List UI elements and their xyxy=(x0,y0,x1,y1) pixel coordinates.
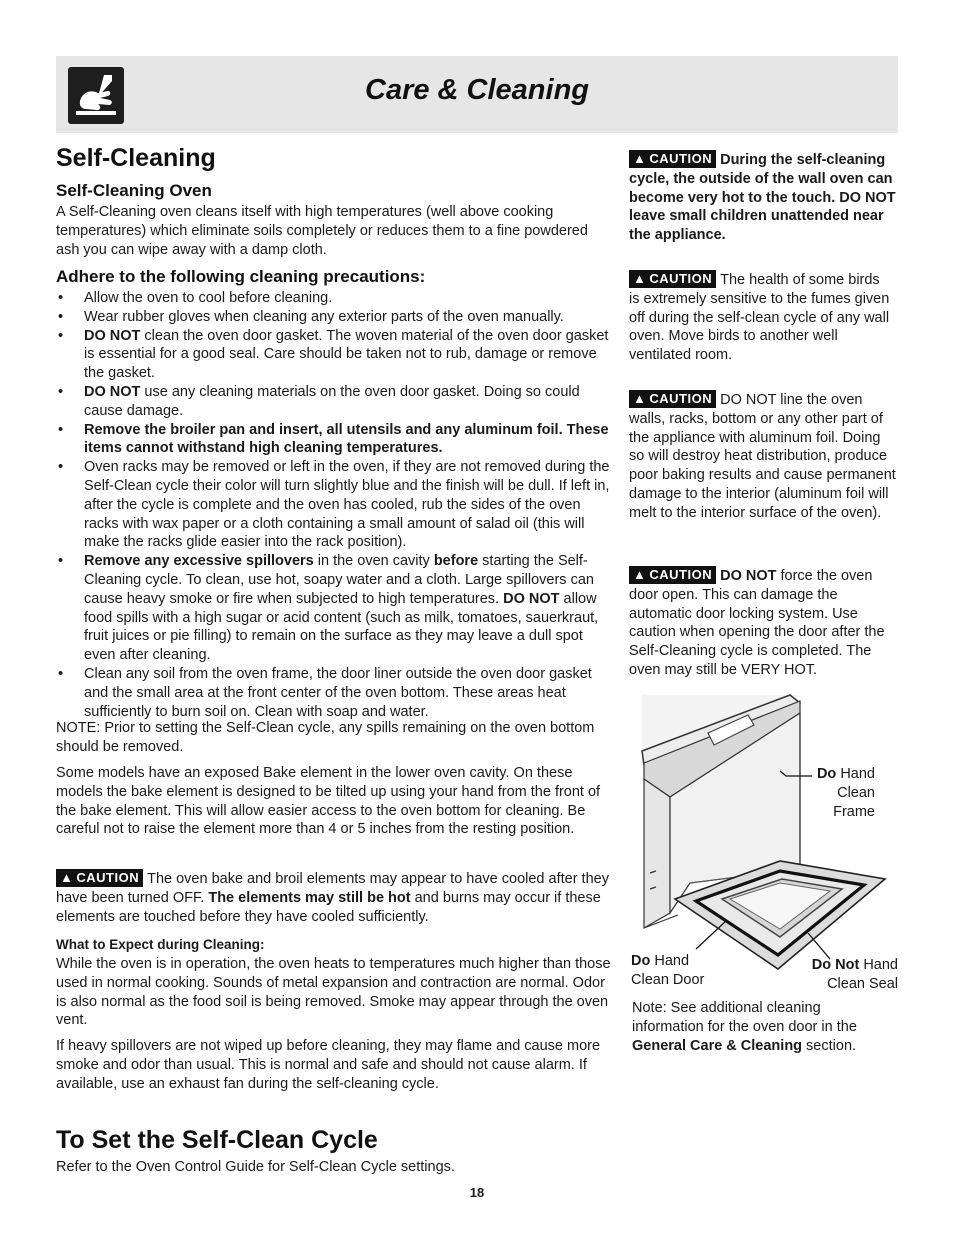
label-text: Clean Door xyxy=(631,971,705,988)
caution-bold: DO NOT xyxy=(720,568,777,584)
bullet-text: allow food spills with a high sugar or acid content (such as milk, tomatoes, sauerkraut, fruit juices or pie filling) to remain on the surface as they may leave a dull spot even after cleaning. xyxy=(84,590,599,664)
caution-elements-paragraph xyxy=(56,869,618,926)
bullet-bold: DO NOT xyxy=(84,327,141,344)
page-number: 18 xyxy=(469,1185,485,1200)
warning-triangle-icon: ▲ xyxy=(633,151,647,166)
bullet-text: Oven racks may be removed or left in the oven, if they are not removed during the Self-Clean cycle their color will turn slightly blue and the finish will be dull. If left in, after the cycle is complete and the oven has cooled, rub the sides of the oven racks with wax paper or a cloth containing a small amount of salad oil (this will make the racks glide easier into the rack position). xyxy=(84,459,610,551)
caution-badge xyxy=(629,390,716,408)
oven-illustration xyxy=(630,693,898,993)
label-text: Hand xyxy=(836,766,875,782)
section-title-set-cycle: To Set the Self-Clean Cycle xyxy=(56,1126,378,1154)
bullet-bold: DO NOT xyxy=(503,590,560,607)
bullet-bold: before xyxy=(433,553,479,570)
subheading-precautions: Adhere to the following cleaning precautions: xyxy=(56,267,426,286)
caution-text: DO NOT line the oven walls, racks, bottom or any other part of the appliance with aluminum foil. Doing so will destroy heat distribution, produce poor baking results and cause permanent damage to the interior (aluminum foil will melt to the interior surface of the oven). xyxy=(629,392,896,521)
caution-bold: The elements may still be hot xyxy=(208,889,411,906)
caution-label: CAUTION xyxy=(649,391,713,406)
header-title: Care & Cleaning xyxy=(365,74,589,106)
list-item xyxy=(56,665,616,721)
caution-aluminum-foil xyxy=(629,390,897,523)
warning-triangle-icon: ▲ xyxy=(633,567,647,582)
expect-paragraph-1: While the oven is in operation, the oven heats to temperatures much higher than those used in normal cooking. Sounds of metal expansion and contraction are normal. Odor is also normal as the food soil is being removed. Smoke may appear through the oven vent. xyxy=(56,956,611,1029)
label-clean-frame xyxy=(815,765,875,821)
caution-badge xyxy=(629,270,716,288)
list-item xyxy=(56,308,616,327)
caution-door-lock xyxy=(629,566,899,680)
expect-paragraph-2: If heavy spillovers are not wiped up before cleaning, they may flame and cause more smoke and odor than usual. This is normal and safe and should not cause alarm. If available, use an exhaust fan during the self-cleaning cycle. xyxy=(56,1038,601,1092)
bullet-text: use any cleaning materials on the oven door gasket. Doing so could cause damage. xyxy=(84,383,580,419)
note-bold: General Care & Cleaning xyxy=(632,1037,803,1054)
door-note xyxy=(632,999,890,1055)
subheading-what-to-expect: What to Expect during Cleaning: xyxy=(56,937,265,952)
label-bold: Do Not xyxy=(811,957,860,973)
caution-text: force the oven door open. This can damage the automatic door locking system. Use caution when opening the door after the Self-Cleaning cycle is completed. The oven may still be VERY HOT. xyxy=(629,568,885,678)
label-text: Hand xyxy=(650,953,690,969)
bullet-text: starting the Self-Cleaning cycle. To clean, use hot, soapy water and a cloth. Large spillovers can cause heavy smoke or fire when subjected to high temperatures. xyxy=(84,553,594,607)
label-bold: Do xyxy=(631,953,651,969)
caution-badge xyxy=(629,150,716,168)
header-band xyxy=(56,56,898,133)
caution-text: The oven bake and broil elements may appear to have cooled after they have been turned OFF. xyxy=(56,871,609,906)
precautions-list xyxy=(56,289,616,721)
bake-element-paragraph: Some models have an exposed Bake element in the lower oven cavity. On these models the bake element is designed to be tilted up using your hand from the front of the bake element. This will allow easier access to the oven bottom for cleaning. Be careful not to raise the element more than 4 or 5 inches from the resting position. xyxy=(56,765,601,838)
bullet-text: Wear rubber gloves when cleaning any exterior parts of the oven manually. xyxy=(84,308,564,325)
label-text: Clean xyxy=(837,784,875,801)
bullet-bold: Remove the broiler pan and insert, all utensils and any aluminum foil. These items cannot withstand high cleaning temperatures. xyxy=(84,421,609,457)
note-text: section. xyxy=(802,1037,857,1054)
bullet-text: Clean any soil from the oven frame, the door liner outside the oven door gasket and the small area at the front center of the oven bottom. These areas heat sufficiently to burn soil on. Clean with soap and water. xyxy=(84,665,592,720)
subheading-self-cleaning-oven: Self-Cleaning Oven xyxy=(56,181,212,200)
list-item xyxy=(56,327,616,383)
list-item xyxy=(56,289,616,308)
list-item xyxy=(56,552,616,665)
label-bold: Do xyxy=(816,766,837,782)
warning-triangle-icon: ▲ xyxy=(60,870,74,885)
caution-text: During the self-cleaning cycle, the outside of the wall oven can become very hot to the touch. DO NOT leave small children unattended near the appliance. xyxy=(629,152,896,244)
label-text: Clean Seal xyxy=(827,975,898,992)
bullet-bold: DO NOT xyxy=(84,383,141,400)
warning-triangle-icon: ▲ xyxy=(633,271,647,286)
caution-badge xyxy=(56,869,143,887)
caution-hot-exterior xyxy=(629,150,897,245)
caution-birds xyxy=(629,270,891,365)
set-cycle-text: Refer to the Oven Control Guide for Self-Clean Cycle settings. xyxy=(56,1159,455,1175)
note-paragraph: NOTE: Prior to setting the Self-Clean cycle, any spills remaining on the oven bottom should be removed. xyxy=(56,720,595,755)
warning-triangle-icon: ▲ xyxy=(633,391,647,406)
caution-label: CAUTION xyxy=(76,870,140,885)
caution-text: The health of some birds is extremely sensitive to the fumes given off during the self-clean cycle of any wall oven. Move birds to another well ventilated room. xyxy=(629,272,890,364)
bullet-bold: Remove any excessive spillovers xyxy=(84,553,314,570)
section-title-self-cleaning: Self-Cleaning xyxy=(56,144,216,172)
bullet-text: Allow the oven to cool before cleaning. xyxy=(84,290,333,306)
caution-label: CAUTION xyxy=(649,151,713,166)
list-item xyxy=(56,458,616,552)
list-item xyxy=(56,421,616,459)
note-text: Note: See additional cleaning information for the oven door in the xyxy=(632,1000,857,1035)
label-text: Frame xyxy=(833,803,875,820)
bullet-text: in the oven cavity xyxy=(313,553,434,570)
caution-label: CAUTION xyxy=(649,271,713,286)
label-clean-seal xyxy=(798,956,898,994)
caution-label: CAUTION xyxy=(649,567,713,582)
caution-badge xyxy=(629,566,716,584)
intro-paragraph: A Self-Cleaning oven cleans itself with high temperatures (well above cooking temperatures) which eliminate soils completely or reduces them to a fine powdered ash you can wipe away with a damp cloth. xyxy=(56,204,588,258)
label-clean-door xyxy=(631,952,704,990)
list-item xyxy=(56,383,616,421)
label-text: Hand xyxy=(859,957,898,973)
caution-text: and burns may occur if these elements are touched before they have cooled sufficiently. xyxy=(56,889,601,925)
bullet-text: clean the oven door gasket. The woven material of the oven door gasket is essential for a good seal. Care should be taken not to rub, damage or remove the gasket. xyxy=(84,327,609,382)
